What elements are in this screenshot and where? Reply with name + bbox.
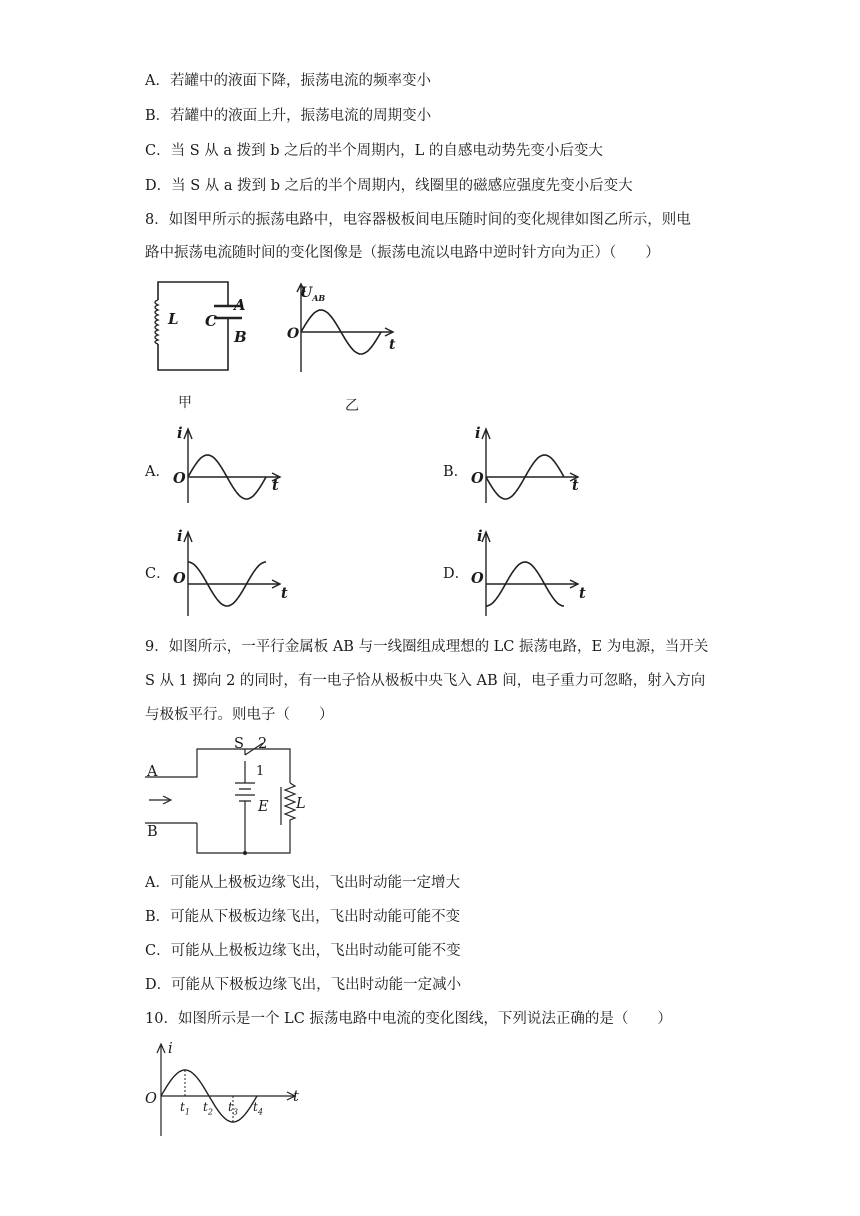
q10-tick-t1: $t_1$ [180,1100,190,1117]
q7-option-c: C．当 S 从 a 拨到 b 之后的半个周期内，L 的自感电动势先变小后变大 [145,143,603,159]
q9-stem-line1: 9．如图所示，一平行金属板 AB 与一线圈组成理想的 LC 振荡电路，E 为电源，当开关 [145,639,709,655]
q9-switch-s-label: S [234,736,244,752]
q8-option-c-label: C． [145,566,171,582]
q8-jia-c-label: C [205,312,217,330]
q9-switch-2-label: 2 [258,736,268,752]
q8-option-a-label: A． [145,464,170,480]
q8-a-axis-t: t [272,477,279,494]
q8-stem-line2: 路中振荡电流随时间的变化图像是（振荡电流以电路中逆时针方向为正）（ ） [145,245,660,261]
q10-stem: 10．如图所示是一个 LC 振荡电路中电流的变化图线，下列说法正确的是（ ） [145,1011,672,1027]
q8-jia-l-label: L [168,310,179,328]
q8-d-axis-i: i [477,528,483,545]
q10-tick-t2-sub: 2 [207,1107,213,1117]
q8-yi-origin: O [287,326,300,342]
q10-ylabel: i [168,1041,173,1057]
q10-tick-t2: $t_2$ [203,1100,213,1117]
q8-jia-caption: 甲 [178,395,192,411]
q10-origin: O [145,1091,157,1107]
q8-d-origin: O [471,570,484,587]
q10-tick-t4-sub: 4 [257,1107,263,1117]
q8-d-axis-t: t [579,585,586,602]
q10-tick-t3-sub: 3 [232,1107,238,1117]
q8-a-origin: O [173,470,186,487]
q10-tick-t3: $t_3$ [228,1100,238,1117]
q9-option-a: A．可能从上极板边缘飞出，飞出时动能一定增大 [145,875,460,891]
q8-b-axis-t: t [572,477,579,494]
q10-tick-t1-sub: 1 [184,1107,190,1117]
q8-b-axis-i: i [475,425,481,442]
q8-jia-a-label: A [234,296,246,314]
q8-option-c-graph [170,528,285,618]
q8-jia-b-label: B [234,328,247,346]
q8-yi-ylabel [300,284,325,307]
q7-option-a: A．若罐中的液面下降，振荡电流的频率变小 [145,73,431,89]
q9-stem-line3: 与极板平行。则电子（ ） [145,707,334,723]
q8-c-origin: O [173,570,186,587]
q9-plate-b-label: B [147,824,158,840]
q8-option-a-graph [170,425,285,505]
q8-option-d-label: D． [443,566,470,582]
q9-circuit-figure [145,735,310,860]
q8-option-b-label: B． [443,464,469,480]
q8-a-axis-i: i [177,425,183,442]
q9-option-b: B．可能从下极板边缘飞出，飞出时动能可能不变 [145,909,461,925]
q8-c-axis-t: t [281,585,288,602]
q9-inductor-l-label: L [296,796,306,812]
q8-yi-xlabel: t [389,337,396,353]
q7-option-b: B．若罐中的液面上升，振荡电流的周期变小 [145,108,432,124]
q8-c-axis-i: i [177,528,183,545]
q8-yi-ylabel-sub: AB [312,292,326,303]
q9-switch-1-label: 1 [256,764,265,779]
q8-yi-caption: 乙 [345,398,359,414]
q8-b-origin: O [471,470,484,487]
q8-stem-line1: 8．如图甲所示的振荡电路中，电容器极板间电压随时间的变化规律如图乙所示，则电 [145,212,691,228]
q9-option-c: C．可能从上极板边缘飞出，飞出时动能可能不变 [145,943,461,959]
q9-battery-e-label: E [258,799,269,815]
q7-option-d: D．当 S 从 a 拨到 b 之后的半个周期内，线圈里的磁感应强度先变小后变大 [145,178,633,194]
q8-yi-ylabel-u: U [300,285,313,301]
q8-option-b-graph [468,425,583,505]
q8-option-d-graph [468,528,583,618]
q10-tick-t4: $t_4$ [253,1100,263,1117]
q10-xlabel: t [293,1089,299,1105]
q9-stem-line2: S 从 1 掷向 2 的同时，有一电子恰从极板中央飞入 AB 间，电子重力可忽略，射入方向 [145,673,706,689]
q9-plate-a-label: A [147,764,158,780]
q9-option-d: D．可能从下极板边缘飞出，飞出时动能一定减小 [145,977,462,993]
